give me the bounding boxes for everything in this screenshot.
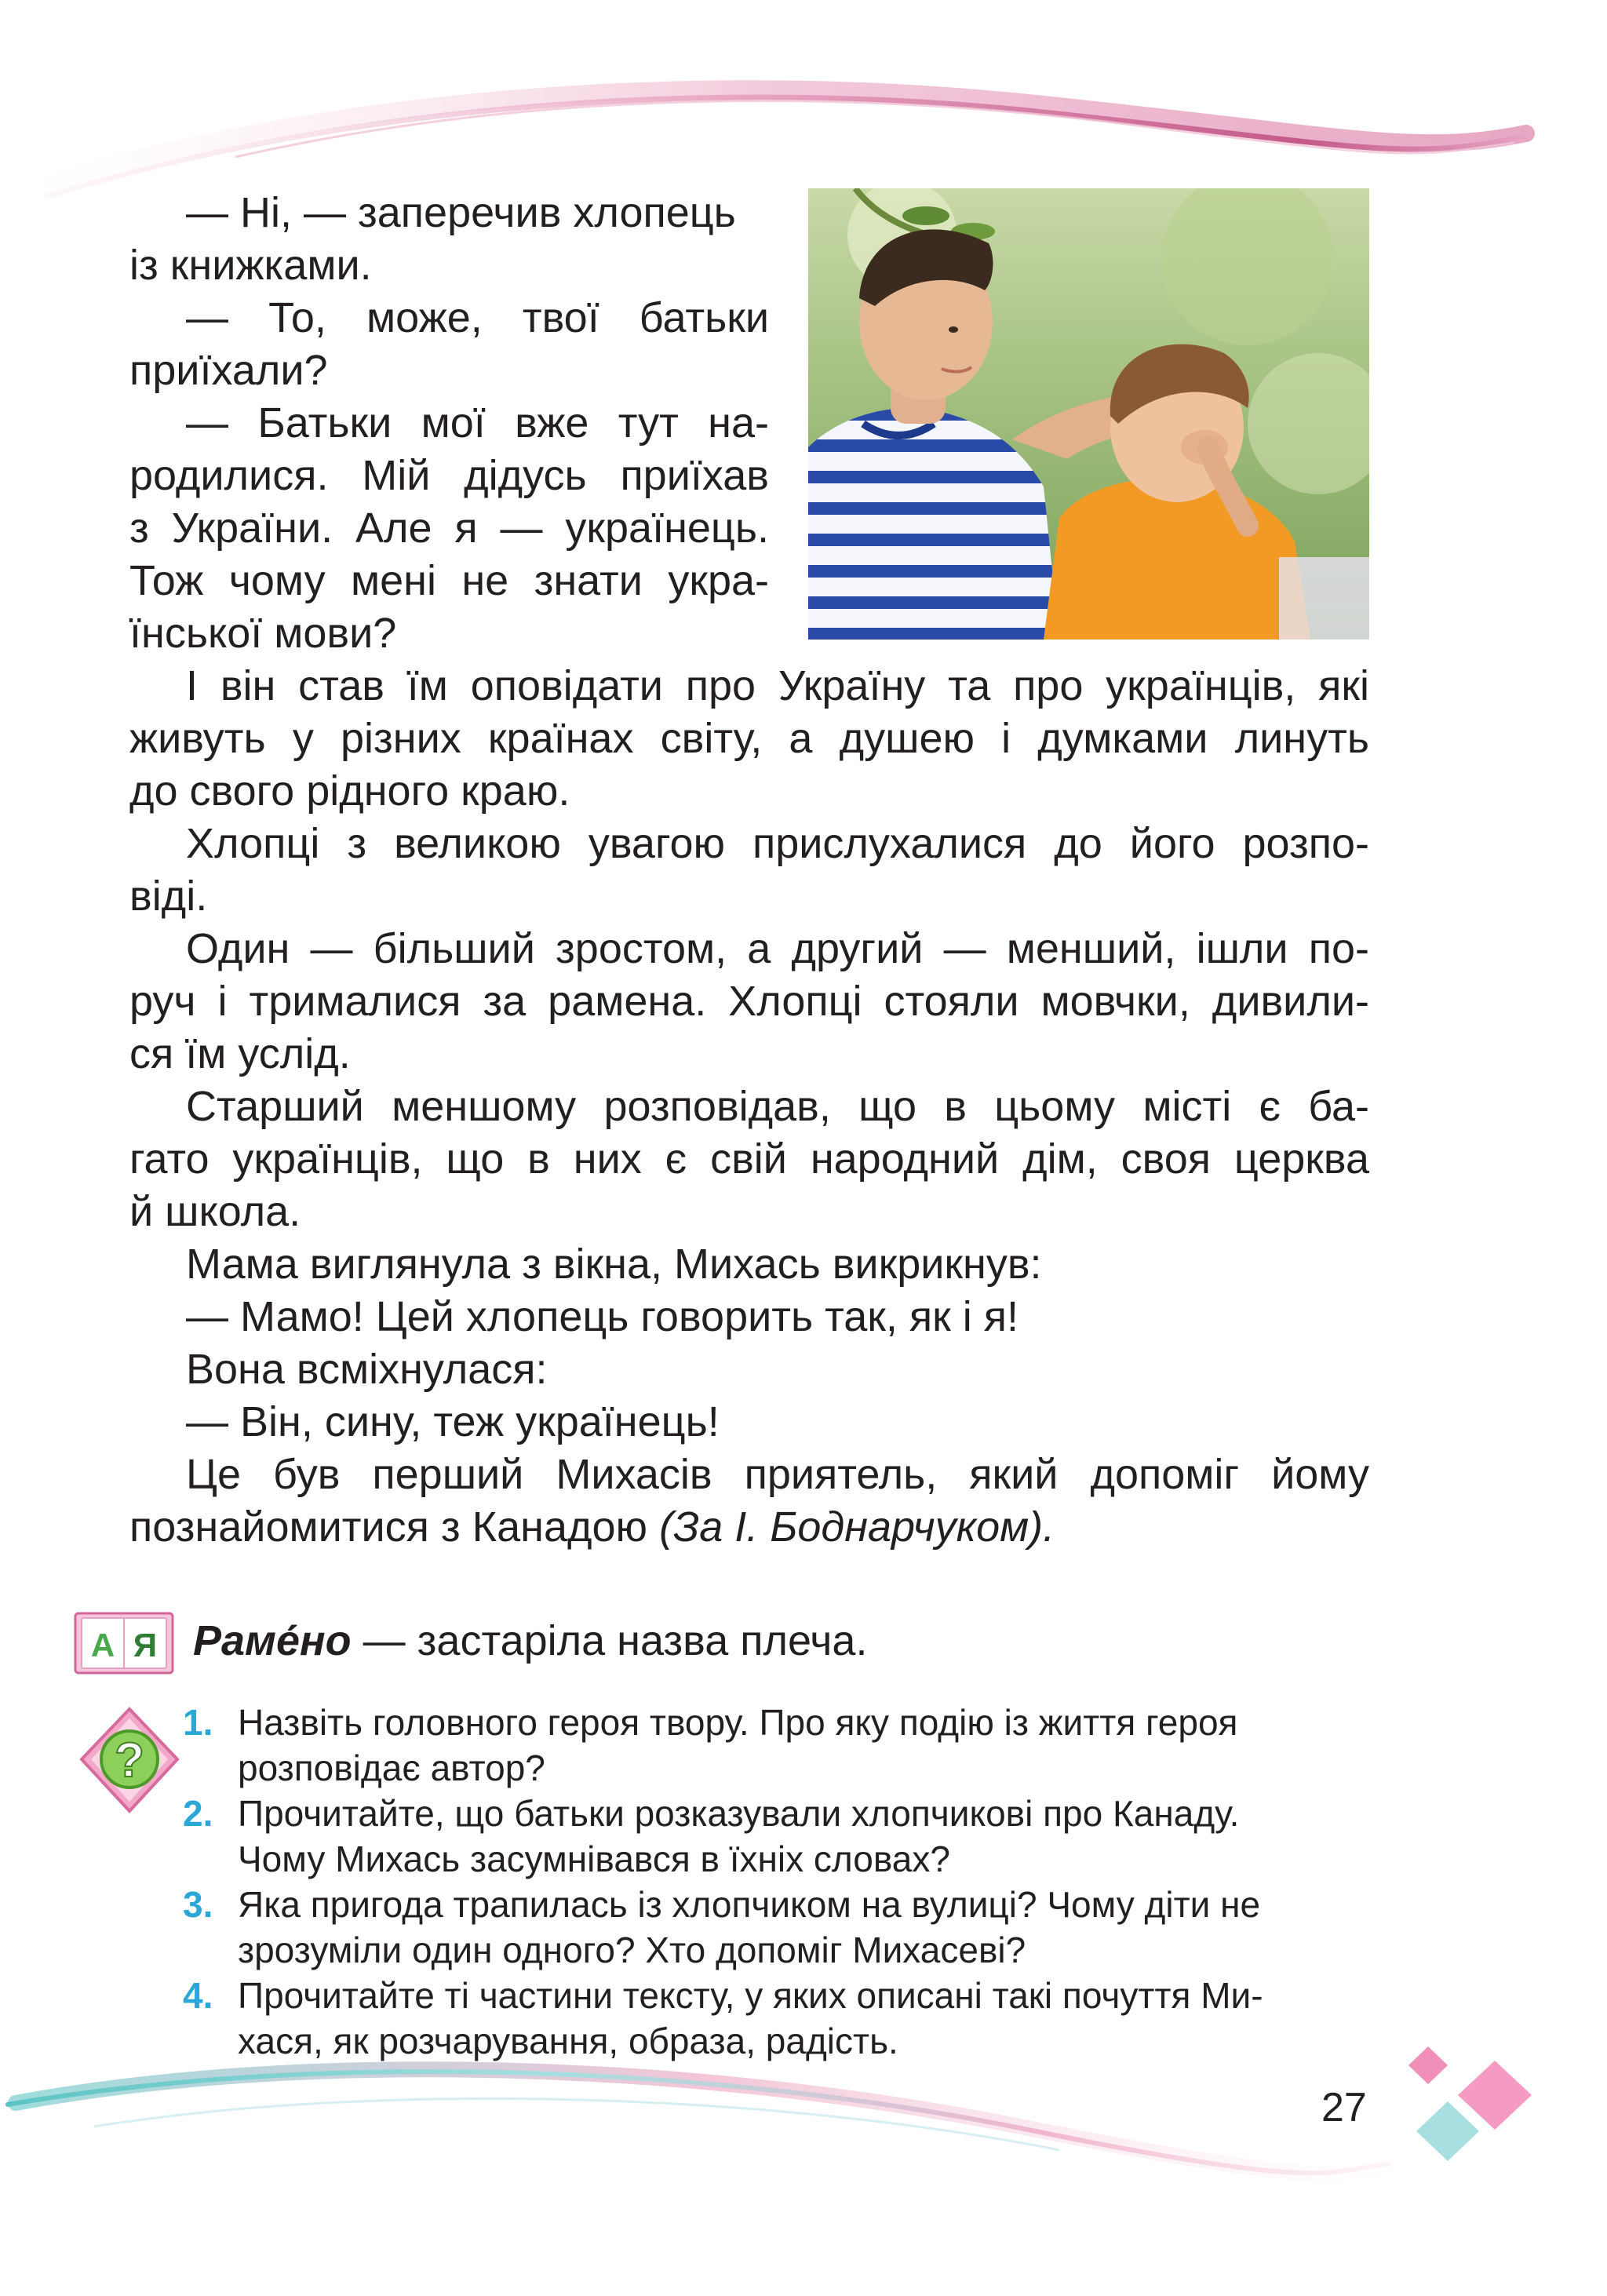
- questions-list: [183, 1700, 1368, 2064]
- question-number: 3.: [183, 1884, 213, 1925]
- story-text-full-width: [129, 660, 1369, 1554]
- story-line: з України. Але я — українець.: [129, 505, 769, 552]
- glossary-note: [74, 1609, 1368, 1679]
- story-source: (За І. Боднарчуком).: [659, 1503, 1055, 1551]
- glossary-text: [193, 1615, 867, 1667]
- story-line: й школа.: [129, 1188, 301, 1235]
- story-last-line: [129, 1501, 1369, 1554]
- boys-photo: [808, 188, 1369, 640]
- story-line: Тож чому мені не знати укра-: [129, 557, 769, 604]
- story-line: Вона всміхнулася:: [186, 1346, 548, 1393]
- story-line: Це був перший Михасів приятель, який допоміг йому: [186, 1451, 1369, 1498]
- question-mark-icon: [78, 1706, 180, 1816]
- story-line: Старший меншому розповідав, що в цьому місті є ба-: [186, 1083, 1369, 1130]
- boys-photo-illustration: [808, 188, 1369, 640]
- story-line: — Мамо! Цей хлопець говорить так, як і я!: [186, 1293, 1019, 1340]
- story-line: віді.: [129, 873, 208, 920]
- question-item: [183, 1791, 1368, 1882]
- decorative-diamonds-icon: [1397, 2046, 1554, 2172]
- story-line: родилися. Мій дідусь приїхав: [129, 452, 769, 499]
- question-line: Прочитайте ті частини тексту, у яких описані такі почуття Ми-: [238, 1975, 1263, 2016]
- dictionary-icon: [74, 1612, 174, 1675]
- story-line: Мама виглянула з вікна, Михась викрикнув:: [186, 1241, 1042, 1288]
- page-number: 27: [1321, 2085, 1367, 2130]
- question-line: Прочитайте, що батьки розказували хлопчикові про Канаду.: [238, 1793, 1240, 1834]
- question-item: [183, 1700, 1368, 1791]
- question-line: хася, як розчарування, образа, радість.: [238, 2021, 898, 2061]
- story-line: познайомитися з Канадою: [129, 1503, 648, 1551]
- question-line: розповідає автор?: [238, 1748, 545, 1788]
- dictionary-letter-a: А: [90, 1627, 115, 1664]
- story-line: із книжками.: [129, 242, 372, 289]
- story-line: живуть у різних країнах світу, а душею і думками линуть: [129, 715, 1369, 762]
- story-line: І він став їм оповідати про Україну та про українців, які: [186, 662, 1369, 709]
- story-line: гато українців, що в них є свій народний дім, своя церква: [129, 1135, 1369, 1183]
- question-number: 1.: [183, 1702, 213, 1743]
- question-line: зрозуміли один одного? Хто допоміг Михасеві?: [238, 1930, 1026, 1970]
- story-line: до свого рідного краю.: [129, 767, 570, 815]
- story-line: — То, може, твої батьки: [186, 294, 769, 341]
- story-line: Один — більший зростом, а другий — менший, ішли по-: [186, 925, 1369, 972]
- story-line: їнської мови?: [129, 610, 397, 657]
- story-line: приїхали?: [129, 347, 328, 394]
- story-line: — Він, сину, теж українець!: [186, 1398, 720, 1445]
- question-line: Назвіть головного героя твору. Про яку подію із життя героя: [238, 1702, 1238, 1743]
- story-line: — Батьки мої вже тут на-: [186, 399, 769, 446]
- question-item: [183, 1882, 1368, 1973]
- story-text-left-column: [129, 187, 769, 660]
- glossary-definition: — застаріла назва плеча.: [351, 1617, 868, 1664]
- question-mark-symbol: ?: [115, 1733, 144, 1788]
- question-number: 2.: [183, 1793, 213, 1834]
- glossary-term: Раме́но: [193, 1617, 352, 1664]
- story-line: Хлопці з великою увагою прислухалися до його розпо-: [186, 820, 1369, 867]
- story-line: руч і трималися за рамена. Хлопці стояли мовчки, дивили-: [129, 978, 1369, 1025]
- question-number: 4.: [183, 1975, 213, 2016]
- story-line: ся їм услід.: [129, 1030, 351, 1077]
- question-line: Яка пригода трапилась із хлопчиком на вулиці? Чому діти не: [238, 1884, 1261, 1925]
- dictionary-letter-ya: Я: [133, 1627, 158, 1664]
- story-line: — Ні, — заперечив хлопець: [186, 189, 736, 236]
- question-line: Чому Михась засумнівався в їхніх словах?: [238, 1839, 950, 1879]
